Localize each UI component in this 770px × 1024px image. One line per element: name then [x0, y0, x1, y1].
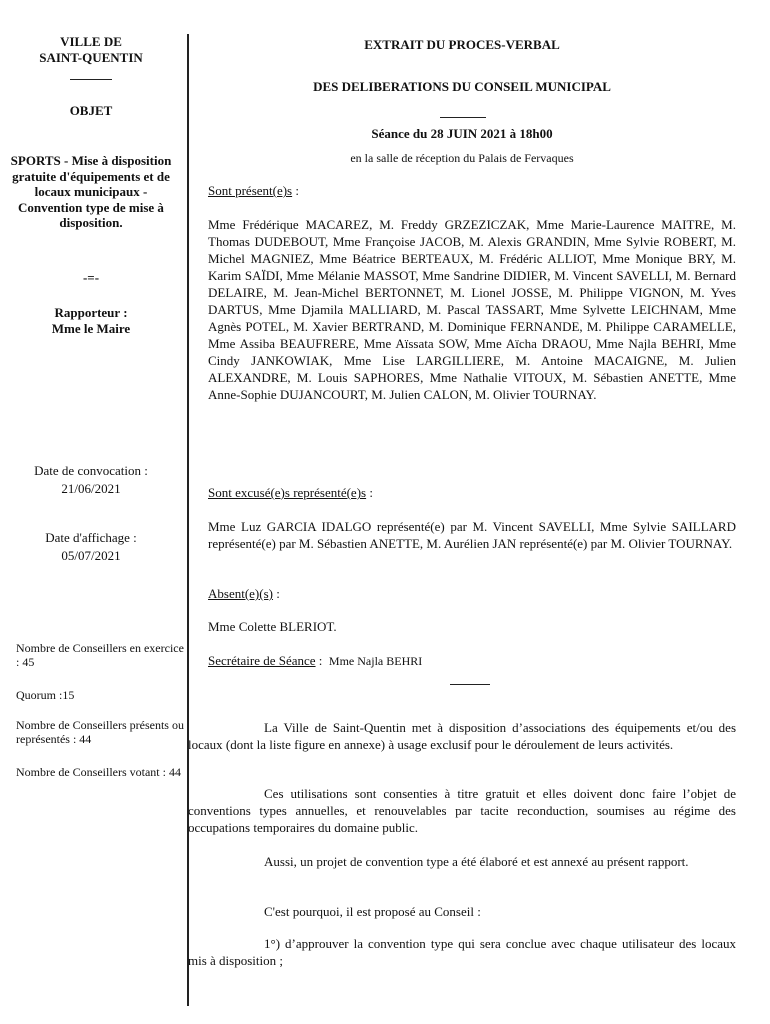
document-subtitle: DES DELIBERATIONS DU CONSEIL MUNICIPAL [313, 79, 611, 94]
absents-label: Absent(e)(s) [208, 586, 273, 601]
convocation-date: 21/06/2021 [61, 481, 121, 496]
absents-list: Mme Colette BLERIOT. [208, 619, 337, 634]
document-title: EXTRAIT DU PROCES-VERBAL [364, 37, 560, 52]
excuses-heading: Sont excusé(e)s représenté(e)s : [208, 485, 373, 500]
affichage-label: Date d'affichage : [45, 530, 137, 545]
absents-heading: Absent(e)(s) : [208, 586, 280, 601]
rapporteur-name: Mme le Maire [51, 321, 131, 336]
presents-heading: Sont présent(e)s : [208, 183, 299, 198]
city-name-line1: VILLE DE [60, 34, 122, 49]
convocation-label: Date de convocation : [34, 463, 148, 478]
excuses-label: Sont excusé(e)s représenté(e)s [208, 485, 367, 500]
secretaire-line: Secrétaire de Séance : Mme Najla BEHRI [208, 653, 423, 668]
paragraph-4: C'est pourquoi, il est proposé au Conseil : [264, 904, 481, 919]
presents-list: Mme Frédérique MACAREZ, M. Freddy GRZEZICZAK, Mme Marie-Laurence MAITRE, M. Thomas DUDEBOUT, Mme Françoise JACOB, M. Alexis GRANDIN, Mme Sylvie ROBERT, M. Michel MAGNIEZ, Mme Béatrice BERTEAUX, M. Frédéric ALLIOT, Mme Monique BRY, M. Karim SAÏDI, Mme Mélanie MASSOT, Mme Sandrine DIDIER, M. Vincent SAVELLI, M. Bernard DELAIRE, M. Jean-Michel BERTONNET, M. Lionel JOSSE, M. Philippe VIGNON, M. Yves DARTUS, Mme Djamila MALLIARD, M. Pascal TASSART, Mme Sylvette LEICHNAM, Mme Agnès POTEL, M. Xavier BERTRAND, M. Dominique FERNANDE, M. Philippe CARAMELLE, Mme Assiba BEAUFRERE, Mme Aïssata SOW, Mme Aïcha DRAOU, Mme Najla BEHRI, Mme Cindy JANKOWIAK, Mme Lise LARGILLIERE, M. Antoine MACAIGNE, M. Julien ALEXANDRE, M. Louis SAPHORES, Mme Nathalie VITOUX, M. Sébastien ANETTE, Mme Anne-Sophie DUJANCOURT, M. Julien CALON, M. Olivier TOURNAY. [208, 217, 736, 402]
paragraph-1: La Ville de Saint-Quentin met à disposition d’associations des équipements et/ou des locaux (dont la liste figure en annexe) à usage exclusif pour le déroulement de leurs activités. [188, 720, 736, 752]
left-margin-column [0, 0, 185, 1024]
rapporteur-label: Rapporteur : [54, 305, 128, 320]
stat-presents-representes: Nombre de Conseillers présents ou représentés : 44 [16, 718, 184, 746]
stat-quorum: Quorum :15 [16, 688, 75, 702]
affichage-date: 05/07/2021 [61, 548, 121, 563]
subject-separator: -=- [82, 270, 100, 285]
excuses-list: Mme Luz GARCIA IDALGO représenté(e) par M. Vincent SAVELLI, Mme Sylvie SAILLARD représenté(e) par M. Sébastien ANETTE, M. Aurélien JAN représenté(e) par M. Olivier TOURNAY. [208, 519, 736, 551]
section-divider [450, 684, 490, 685]
header-divider [440, 117, 486, 118]
paragraph-3: Aussi, un projet de convention type a été élaboré et est annexé au présent rapport. [264, 854, 689, 869]
seance-date: Séance du 28 JUIN 2021 à 18h00 [371, 126, 553, 141]
seance-location: en la salle de réception du Palais de Fervaques [350, 151, 574, 165]
secretaire-label: Secrétaire de Séance [208, 653, 316, 668]
presents-label: Sont présent(e)s [208, 183, 293, 198]
deliberation-subject: SPORTS - Mise à disposition gratuite d'équipements et de locaux municipaux - Convention type de mise à disposition. [10, 153, 172, 230]
paragraph-2: Ces utilisations sont consenties à titre gratuit et elles doivent donc faire l’objet de conventions types annuelles, et renouvelables par tacite reconduction, soumises au régime des occupations temporaires du domaine public. [188, 786, 736, 835]
objet-heading: OBJET [69, 103, 113, 118]
city-name-line2: SAINT-QUENTIN [39, 50, 143, 65]
paragraph-5: 1°) d’approuver la convention type qui sera conclue avec chaque utilisateur des locaux mis à disposition ; [188, 936, 736, 968]
left-divider [70, 79, 112, 80]
secretaire-name: Mme Najla BEHRI [328, 654, 423, 668]
stat-votants: Nombre de Conseillers votant : 44 [16, 765, 181, 779]
stat-conseillers-exercice: Nombre de Conseillers en exercice : 45 [16, 641, 184, 669]
